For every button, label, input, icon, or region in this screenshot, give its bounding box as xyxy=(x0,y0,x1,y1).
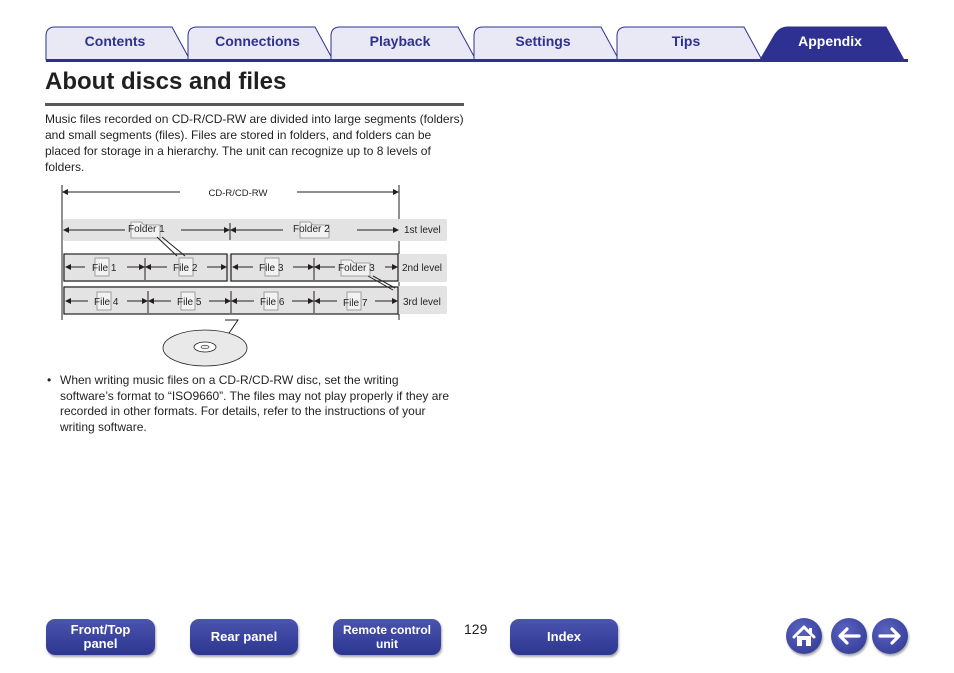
tab-playback[interactable]: Playback xyxy=(369,33,431,49)
level-band-3 xyxy=(63,286,447,314)
rear-panel-button[interactable] xyxy=(190,619,298,655)
level-label-2: 2nd level xyxy=(402,263,443,274)
file-2-label: File 2 xyxy=(173,263,198,274)
rear-panel-label: Rear panel xyxy=(210,629,278,644)
back-arrow-icon xyxy=(831,618,867,654)
forward-button[interactable] xyxy=(872,618,908,654)
front-top-panel-label-line-2: panel xyxy=(83,636,118,651)
front-top-panel-button[interactable] xyxy=(46,619,155,655)
home-button[interactable] xyxy=(786,618,822,654)
file-3-label: File 3 xyxy=(259,263,284,274)
level-label-3: 3rd level xyxy=(403,297,441,308)
page-number: 129 xyxy=(464,621,488,637)
disc-label: CD-R/CD-RW xyxy=(208,188,268,199)
title-underline xyxy=(45,103,464,106)
disc-icon xyxy=(163,330,247,366)
folder-1-group xyxy=(128,222,165,238)
remote-control-label-line-2: unit xyxy=(375,637,398,651)
index-button[interactable] xyxy=(510,619,618,655)
file-4-label: File 4 xyxy=(94,297,119,308)
remote-control-unit-button[interactable] xyxy=(333,619,441,655)
tab-shapes xyxy=(0,0,954,64)
tab-baseline xyxy=(46,59,908,62)
folder-3-label: Folder 3 xyxy=(338,263,375,274)
front-top-panel-label-line-1: Front/Top xyxy=(70,622,131,637)
folder-2-label: Folder 2 xyxy=(293,224,330,235)
file-1-label: File 1 xyxy=(92,263,117,274)
file-5-label: File 5 xyxy=(177,297,202,308)
intro-paragraph: Music files recorded on CD-R/CD-RW are divided into large segments (folders) and small segments (files). Files are stored in folders, and folders can be placed for storage in a hierarchy. The unit can recognize up to 8 levels of folders. xyxy=(45,112,464,174)
home-icon xyxy=(786,618,822,654)
tab-appendix[interactable]: Appendix xyxy=(798,33,862,49)
note-text: When writing music files on a CD-R/CD-RW disc, set the writing software’s format to “ISO9660”. The files may not play properly if they are recorded in other formats. For details, refer to the instructions of your writing software. xyxy=(60,373,450,434)
note-bullet: • xyxy=(47,373,52,387)
tab-settings[interactable]: Settings xyxy=(515,33,571,49)
forward-arrow-icon xyxy=(872,618,908,654)
folder-hierarchy-diagram xyxy=(55,180,450,370)
note-item xyxy=(47,373,452,435)
tab-tips[interactable]: Tips xyxy=(671,33,701,49)
page-title: About discs and files xyxy=(45,68,287,95)
file-6-label: File 6 xyxy=(260,297,285,308)
tab-connections[interactable]: Connections xyxy=(215,33,300,49)
index-label: Index xyxy=(547,629,581,644)
remote-control-label-line-1: Remote control xyxy=(342,623,431,637)
level-label-1: 1st level xyxy=(404,225,441,236)
folder-1-label: Folder 1 xyxy=(128,224,165,235)
folder-3-group xyxy=(338,260,375,276)
file-7-label: File 7 xyxy=(343,298,368,309)
tab-bar xyxy=(0,0,954,64)
level-band-2 xyxy=(63,254,447,282)
back-button[interactable] xyxy=(831,618,867,654)
tab-contents[interactable]: Contents xyxy=(84,33,146,49)
